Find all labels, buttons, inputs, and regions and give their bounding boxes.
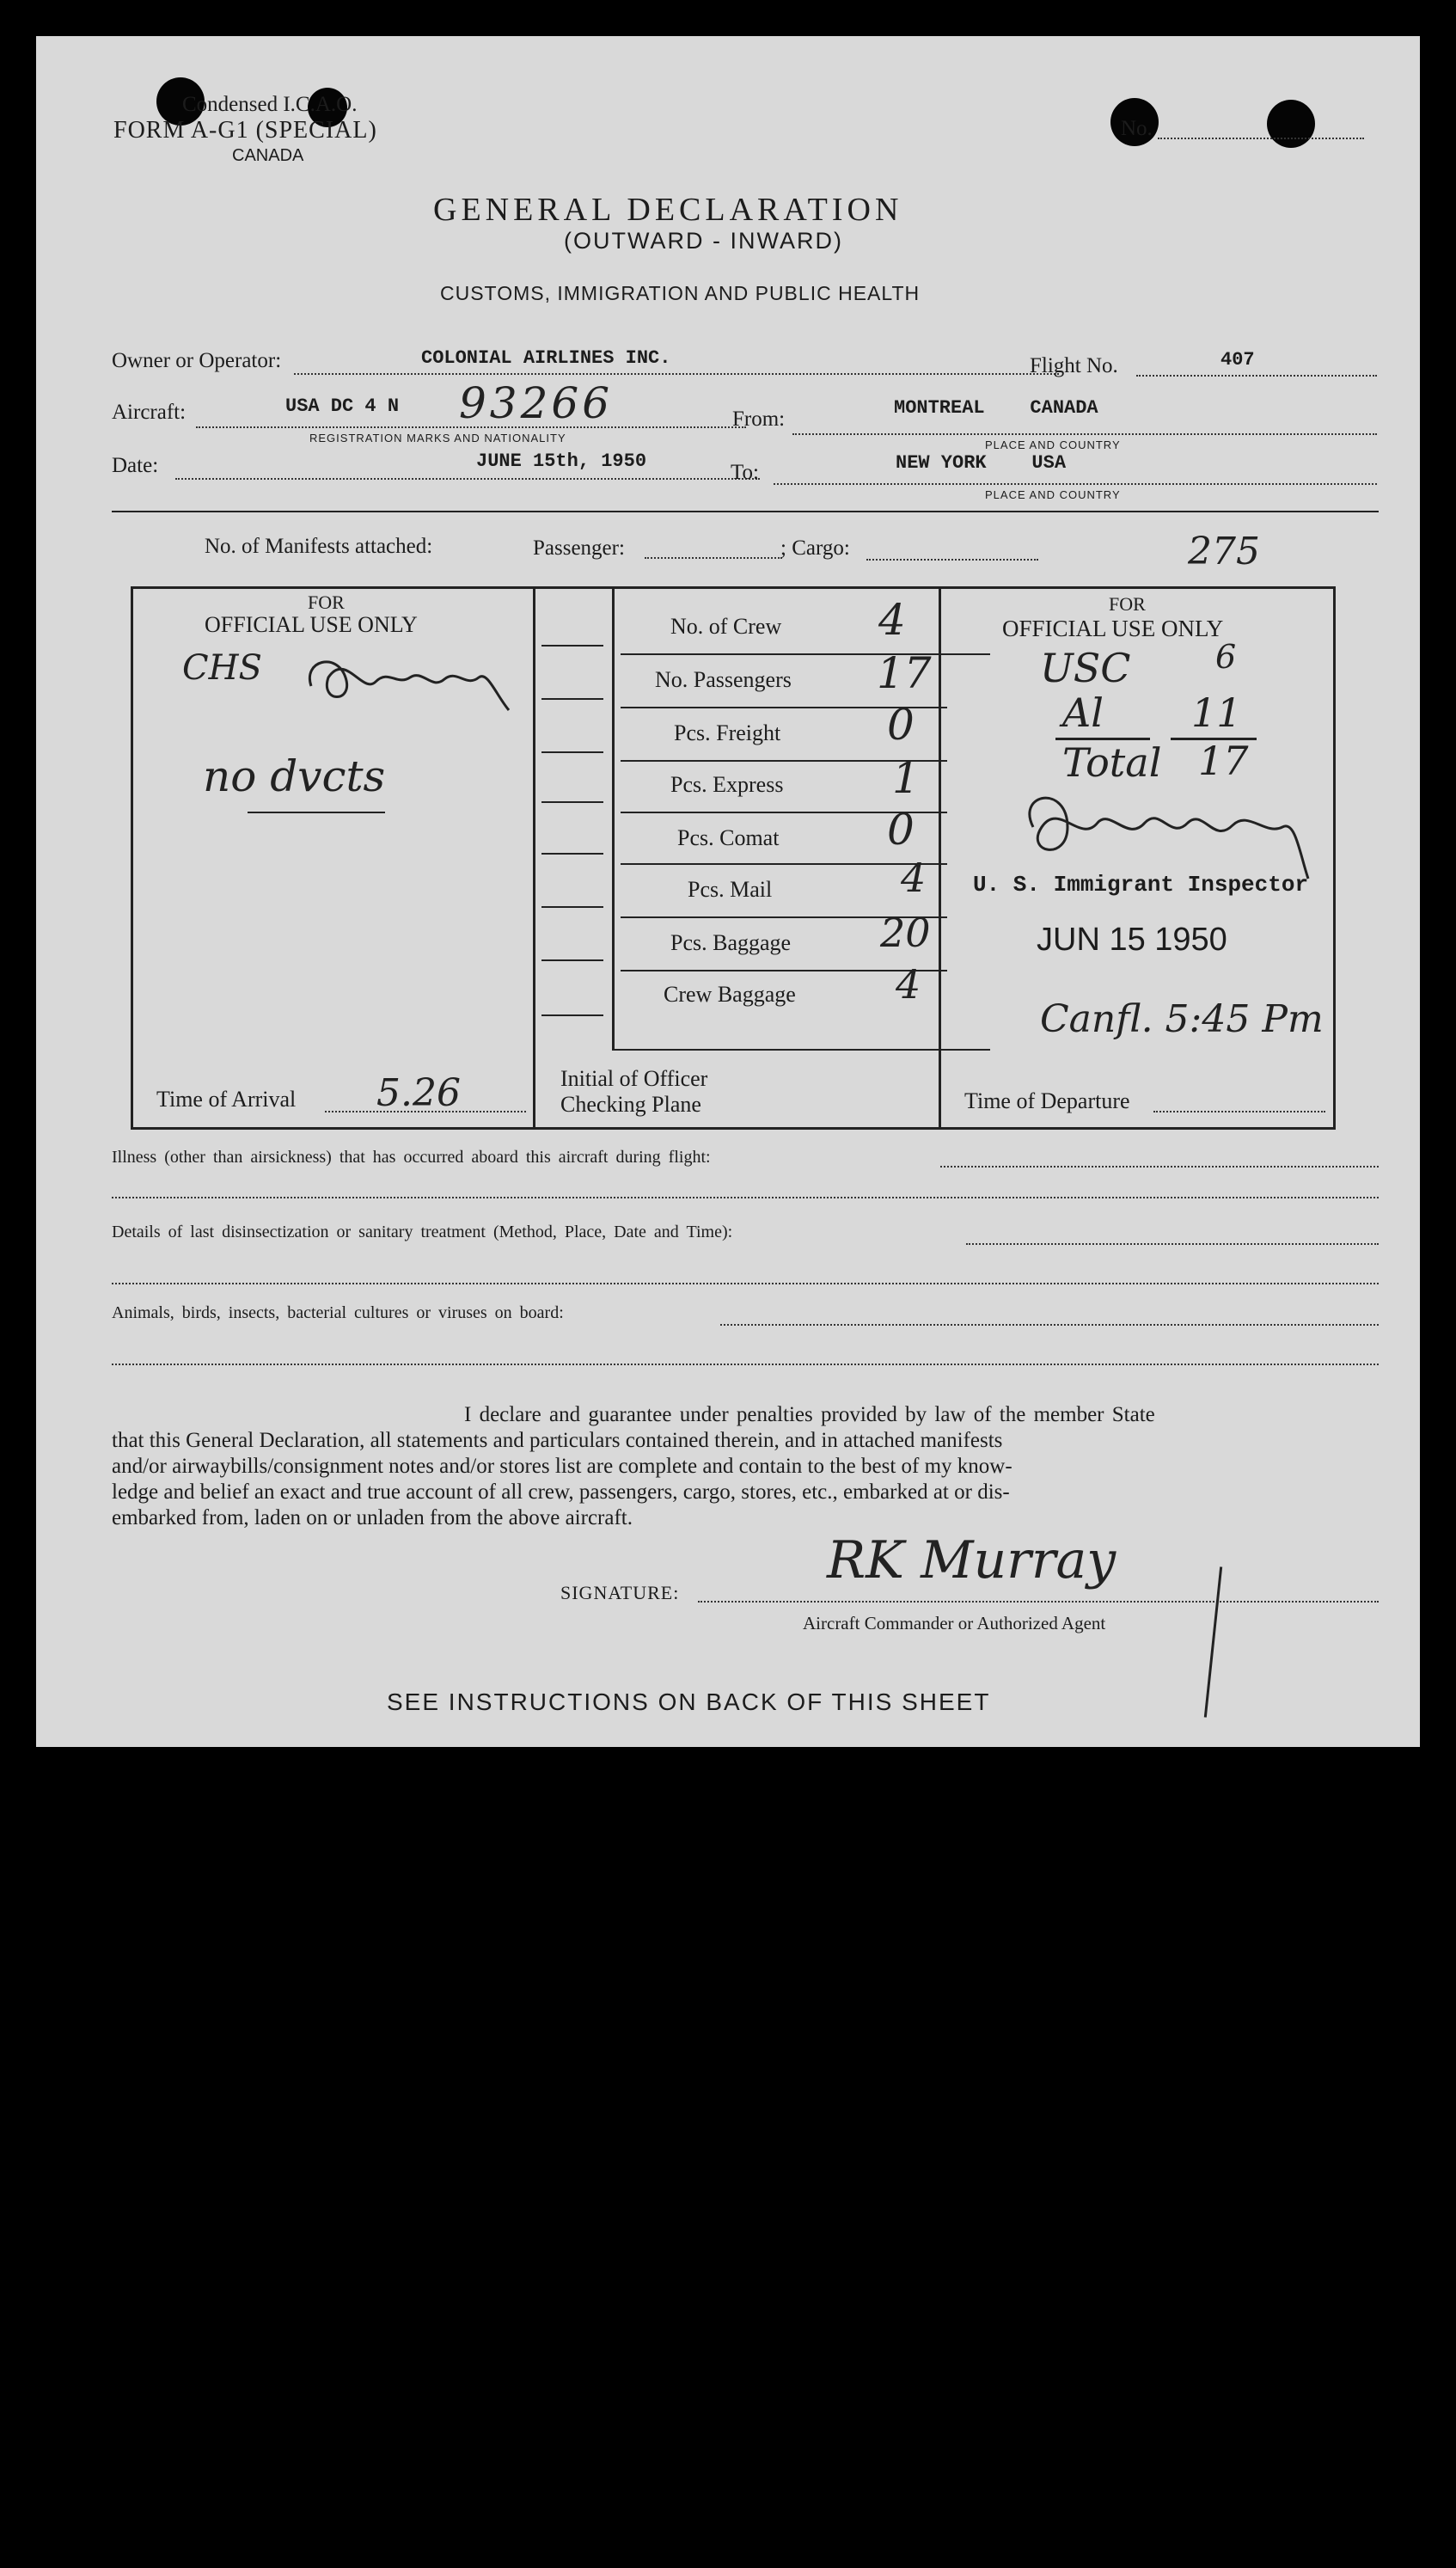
- row-label-crew-baggage: Crew Baggage: [664, 982, 796, 1007]
- arrival-handwritten: 5.26: [376, 1071, 461, 1115]
- to-value: NEW YORK USA: [896, 452, 1067, 474]
- owner-value: COLONIAL AIRLINES INC.: [421, 347, 671, 369]
- right-hand-al-label: Al: [1062, 689, 1104, 736]
- from-value: MONTREAL CANADA: [894, 397, 1098, 419]
- to-label: To:: [731, 461, 759, 484]
- row-value-mail: 4: [901, 855, 927, 901]
- left-header-official: OFFICIAL USE ONLY: [205, 612, 418, 637]
- flight-label: Flight No.: [1030, 354, 1118, 377]
- form-number: FORM A-G1 (SPECIAL): [113, 117, 377, 144]
- disinsection-question: Details of last disinsectization or sanitary treatment (Method, Place, Date and Time):: [112, 1223, 733, 1241]
- flight-value: 407: [1220, 349, 1255, 371]
- date-value: JUNE 15th, 1950: [476, 450, 647, 472]
- left-handwritten-note: no dvcts: [203, 751, 386, 801]
- form-no-label: No.: [1121, 117, 1153, 140]
- aircraft-handwritten: 93266: [459, 378, 614, 428]
- row-value-comat: 0: [887, 805, 915, 855]
- declaration-line-1: I declare and guarantee under penalties provided by law of the member State: [464, 1403, 1155, 1426]
- departure-label: Time of Departure: [964, 1088, 1130, 1113]
- row-label-comat: Pcs. Comat: [677, 825, 780, 850]
- page-title: GENERAL DECLARATION: [433, 192, 903, 228]
- stamp-date: JUN 15 1950: [1037, 922, 1227, 958]
- row-label-passengers: No. Passengers: [655, 667, 792, 692]
- aircraft-label: Aircraft:: [112, 401, 187, 424]
- signature-caption: Aircraft Commander or Authorized Agent: [803, 1613, 1106, 1633]
- left-header-for: FOR: [308, 591, 345, 613]
- aircraft-value: USA DC 4 N: [285, 395, 400, 417]
- left-inspector-signature: [294, 634, 526, 720]
- left-handwritten-initials: CHS: [182, 648, 262, 688]
- from-label: From:: [732, 408, 786, 431]
- declaration-line-5: embarked from, laden on or unladen from the above aircraft.: [112, 1506, 633, 1529]
- signature-handwritten: RK Murray: [827, 1530, 1116, 1590]
- manifests-passenger-label: Passenger:: [533, 536, 625, 560]
- declaration-line-2: that this General Declaration, all statements and particulars contained therein, and in attached manifests: [112, 1429, 1003, 1452]
- punch-hole: [1267, 100, 1315, 148]
- row-label-mail: Pcs. Mail: [688, 877, 773, 902]
- page-subtitle: (OUTWARD - INWARD): [564, 228, 843, 254]
- declaration-form: [36, 36, 1420, 1747]
- to-caption: PLACE AND COUNTRY: [985, 488, 1121, 501]
- row-value-passengers: 17: [877, 648, 932, 698]
- right-hand-total-value: 17: [1198, 738, 1249, 784]
- date-label: Date:: [112, 454, 159, 477]
- arrival-label: Time of Arrival: [156, 1087, 297, 1112]
- illness-question: Illness (other than airsickness) that has occurred aboard this aircraft during flight:: [112, 1148, 711, 1167]
- right-hand-total-label: Total: [1062, 739, 1162, 786]
- footer-instructions: SEE INSTRUCTIONS ON BACK OF THIS SHEET: [387, 1689, 991, 1715]
- manifests-hand-number: 275: [1188, 530, 1260, 573]
- manifests-cargo-label: ; Cargo:: [780, 536, 850, 560]
- manifests-label: No. of Manifests attached:: [205, 535, 433, 558]
- row-label-express: Pcs. Express: [670, 772, 784, 797]
- initial-officer-label: Initial of Officer: [560, 1066, 708, 1091]
- signature-label: SIGNATURE:: [560, 1582, 680, 1603]
- row-value-express: 1: [892, 753, 920, 803]
- owner-label: Owner or Operator:: [112, 349, 282, 372]
- stamp-inspector-title: U. S. Immigrant Inspector: [973, 872, 1309, 898]
- form-country: CANADA: [232, 146, 304, 165]
- row-label-baggage: Pcs. Baggage: [670, 930, 792, 955]
- right-hand-usc-value: 6: [1215, 638, 1237, 676]
- aircraft-caption: REGISTRATION MARKS AND NATIONALITY: [309, 432, 566, 444]
- form-condensed: Condensed I.C.A.O.: [182, 93, 358, 116]
- from-caption: PLACE AND COUNTRY: [985, 438, 1121, 451]
- subheading: CUSTOMS, IMMIGRATION AND PUBLIC HEALTH: [440, 282, 921, 304]
- right-inspector-signature: [1007, 775, 1334, 887]
- right-hand-al-value: 11: [1191, 689, 1242, 736]
- declaration-line-4: ledge and belief an exact and true account of all crew, passengers, cargo, stores, etc., embarked at or dis-: [112, 1480, 1010, 1504]
- initial-checking-label: Checking Plane: [560, 1092, 701, 1117]
- animals-question: Animals, birds, insects, bacterial cultures or viruses on board:: [112, 1303, 564, 1322]
- row-value-baggage: 20: [880, 910, 931, 956]
- row-value-freight: 0: [887, 700, 915, 750]
- departure-handwritten: Canfl. 5:45 Pm: [1040, 997, 1324, 1041]
- right-hand-usc-label: USC: [1040, 645, 1131, 691]
- row-label-crew: No. of Crew: [670, 614, 782, 639]
- row-value-crew: 4: [878, 595, 906, 645]
- row-label-freight: Pcs. Freight: [674, 720, 781, 745]
- right-header-official: OFFICIAL USE ONLY: [1002, 616, 1224, 641]
- right-header-for: FOR: [1109, 593, 1146, 615]
- row-value-crew-baggage: 4: [896, 961, 921, 1008]
- declaration-line-3: and/or airwaybills/consignment notes and/or stores list are complete and contain to the best of my know-: [112, 1455, 1012, 1478]
